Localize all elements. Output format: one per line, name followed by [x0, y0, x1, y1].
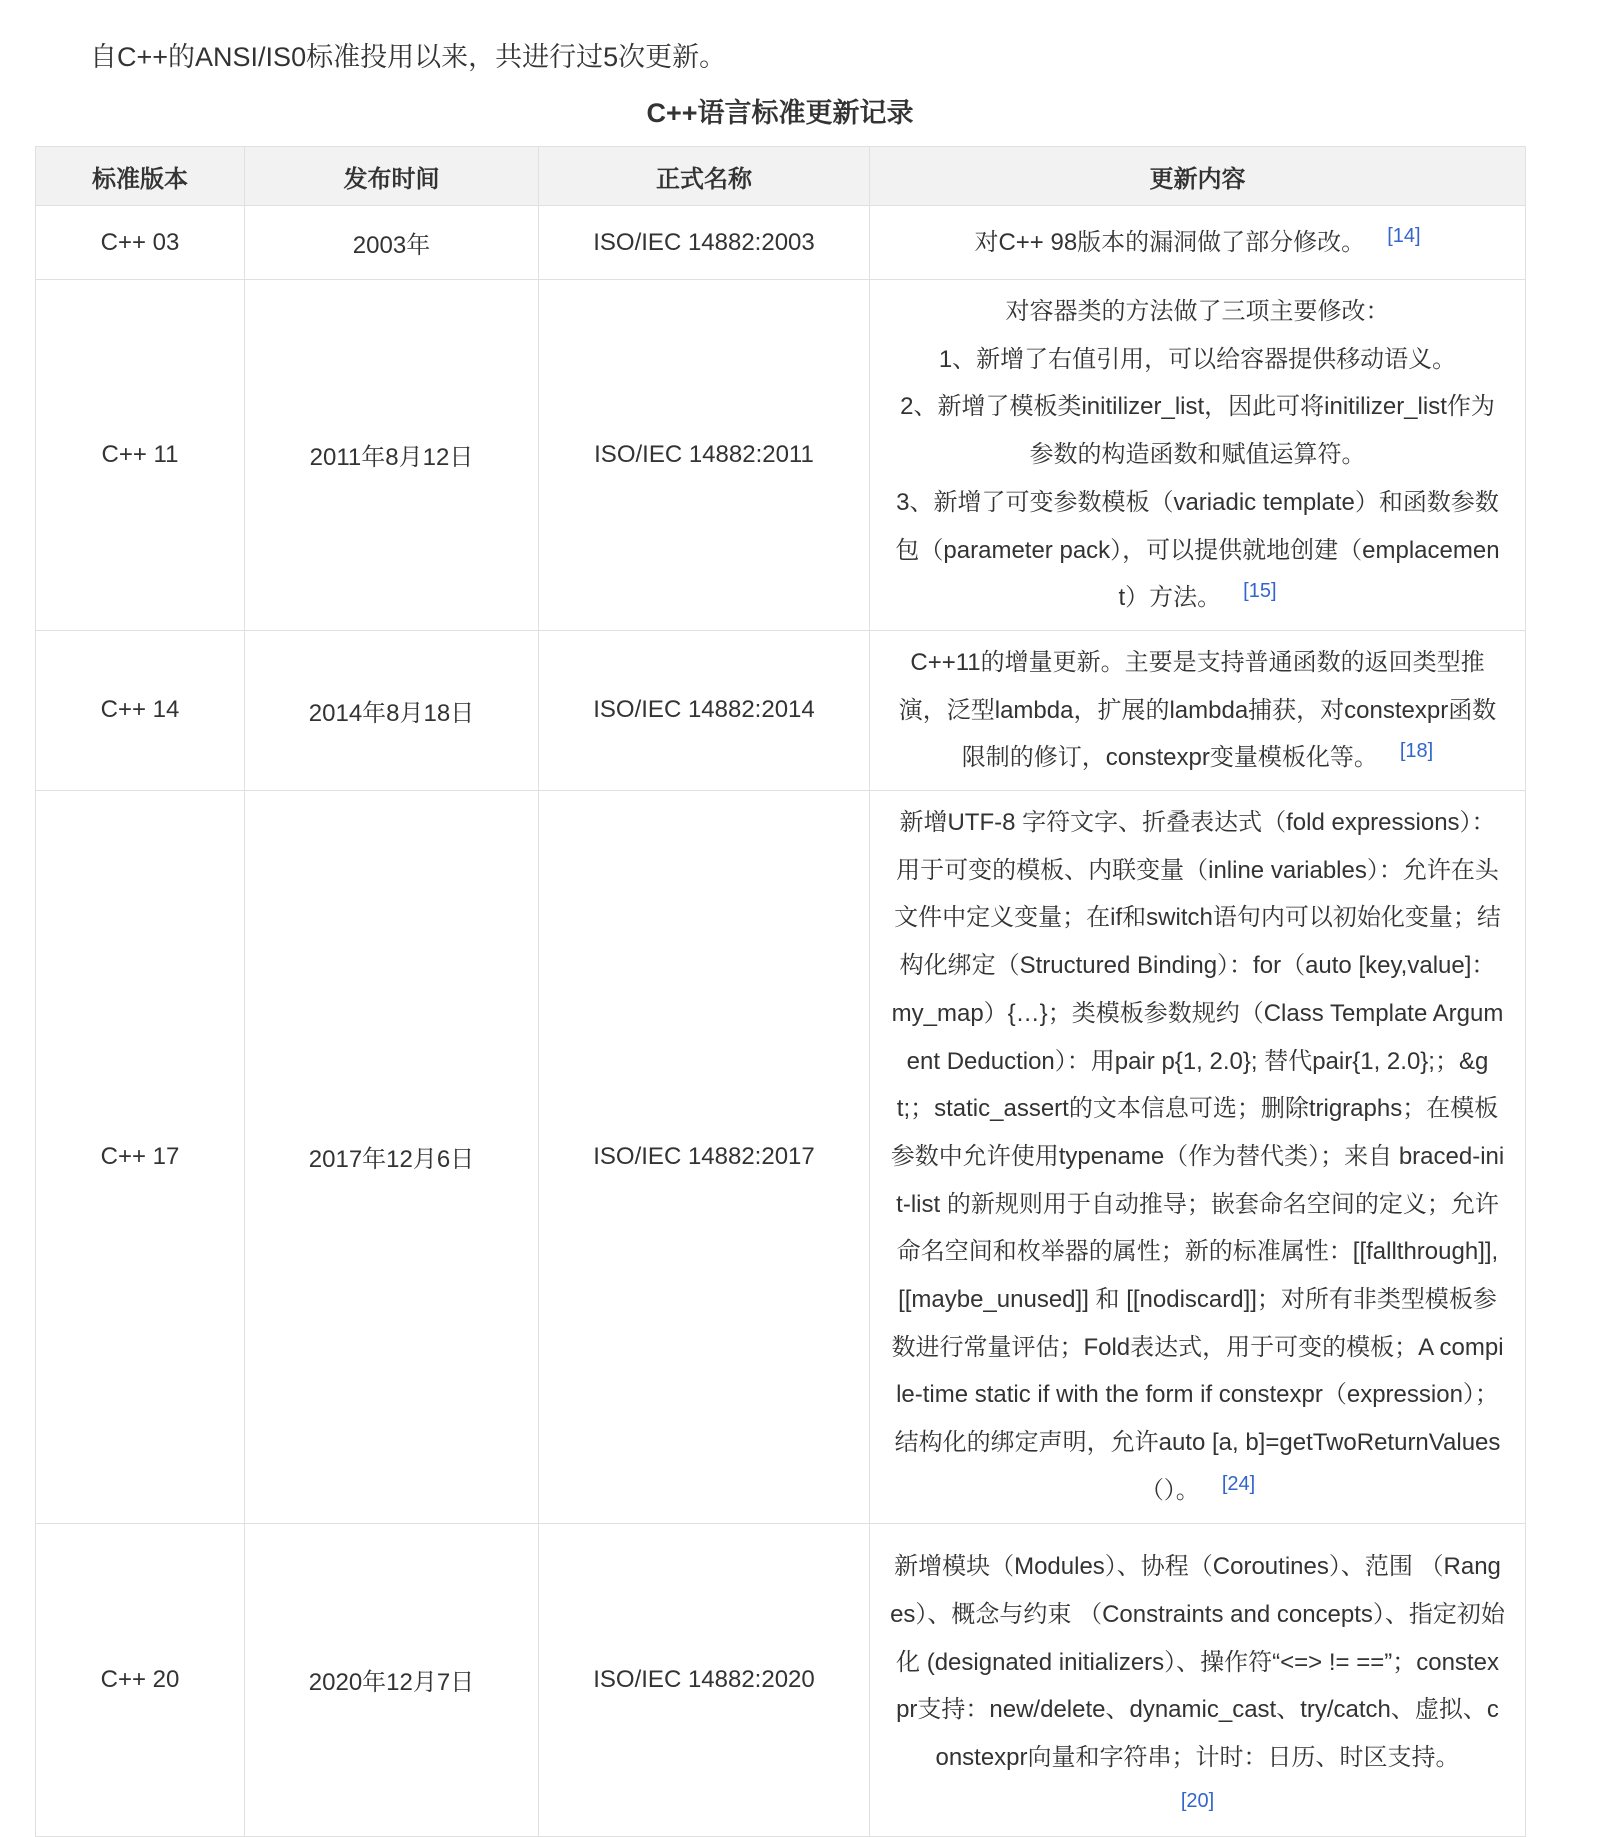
- cell-name: ISO/IEC 14882:2003: [539, 206, 870, 280]
- cell-name: ISO/IEC 14882:2014: [539, 630, 870, 790]
- cell-date: 2017年12月6日: [245, 791, 539, 1524]
- cell-content: [870, 280, 1526, 631]
- cell-content: [870, 206, 1526, 280]
- cell-name: ISO/IEC 14882:2011: [539, 280, 870, 631]
- table-row: [36, 280, 1526, 631]
- table-header-row: [36, 147, 1526, 206]
- content-line: 3、新增了可变参数模板（variadic template）和函数参数包（parameter pack），可以提供就地创建（emplacement）方法。: [895, 488, 1500, 612]
- table-row: [36, 630, 1526, 790]
- citation-link[interactable]: [20]: [1180, 1789, 1215, 1812]
- citation-link[interactable]: [24]: [1221, 1472, 1256, 1495]
- cpp-standard-table: [35, 146, 1526, 1837]
- table-caption: C++语言标准更新记录: [646, 98, 914, 128]
- cell-version: C++ 14: [36, 630, 245, 790]
- cell-content: [870, 791, 1526, 1524]
- cell-date: 2011年8月12日: [245, 280, 539, 631]
- header-version: 标准版本: [36, 147, 245, 206]
- content-line-with-ref: [890, 479, 1505, 622]
- citation-link[interactable]: [14]: [1387, 224, 1421, 247]
- content-line: 2、新增了模板类initilizer_list，因此可将initilizer_list作为参数的构造函数和赋值运算符。: [900, 393, 1495, 469]
- table-row: [36, 1523, 1526, 1836]
- content-text: 新增UTF-8 字符文字、折叠表达式（fold expressions）：用于可变的模板、内联变量（inline variables）：允许在头文件中定义变量；在if和switch语句内可以初始化变量；结构化绑定（Structured Binding）：for（auto [key,value]：my_map）{…}；类模板参数规约（Class Template Argument Deduction）：用pair p{1, 2.0}; 替代pair{1, 2.0};；&gt;；static_assert的文本信息可选；删除trigraphs；在模板参数中允许使用typename（作为替代类）；来自 braced-init-list 的新规则用于自动推导；嵌套命名空间的定义；允许命名空间和枚举器的属性；新的标准属性：[[fallthrough]], [[maybe_unused]] 和 [[nodiscard]]；对所有非类型模板参数进行常量评估；Fold表达式，用于可变的模板；A compile-time static if with the form if constexpr（expression）；结构化的绑定声明，允许auto [a, b]=getTwoReturnValues（）。: [890, 809, 1505, 1504]
- cell-date: 2014年8月18日: [245, 630, 539, 790]
- cell-version: C++ 20: [36, 1523, 245, 1836]
- table-row: [36, 791, 1526, 1524]
- cell-version: C++ 17: [36, 791, 245, 1524]
- intro-paragraph: 自C++的ANSI/IS0标准投用以来，共进行过5次更新。: [90, 42, 727, 72]
- cell-content: [870, 630, 1526, 790]
- cell-date: 2003年: [245, 206, 539, 280]
- content-text: C++11的增量更新。主要是支持普通函数的返回类型推演，泛型lambda，扩展的lambda捕获，对constexpr函数限制的修订，constexpr变量模板化等。: [898, 648, 1497, 772]
- header-date: 发布时间: [245, 147, 539, 206]
- cell-content: [870, 1523, 1526, 1836]
- header-name: 正式名称: [539, 147, 870, 206]
- header-content: 更新内容: [870, 147, 1526, 206]
- cell-version: C++ 11: [36, 280, 245, 631]
- content-text: 新增模块（Modules）、协程（Coroutines）、范围 （Ranges）、概念与约束 （Constraints and concepts）、指定初始化 (designated initializers）、操作符“<=> != ==”；constexpr支持：new/delete、dynamic_cast、try/catch、虚拟、constexpr向量和字符串；计时：日历、时区支持。: [890, 1553, 1505, 1772]
- citation-link[interactable]: [18]: [1399, 740, 1434, 763]
- cell-name: ISO/IEC 14882:2017: [539, 791, 870, 1524]
- content-text: 对C++ 98版本的漏洞做了部分修改。: [974, 228, 1366, 256]
- table-row: [36, 206, 1526, 280]
- cell-name: ISO/IEC 14882:2020: [539, 1523, 870, 1836]
- citation-link[interactable]: [15]: [1243, 580, 1277, 603]
- cell-version: C++ 03: [36, 206, 245, 280]
- content-line: 对容器类的方法做了三项主要修改：: [1005, 298, 1390, 325]
- content-line: 1、新增了右值引用，可以给容器提供移动语义。: [938, 345, 1457, 373]
- cell-date: 2020年12月7日: [245, 1523, 539, 1836]
